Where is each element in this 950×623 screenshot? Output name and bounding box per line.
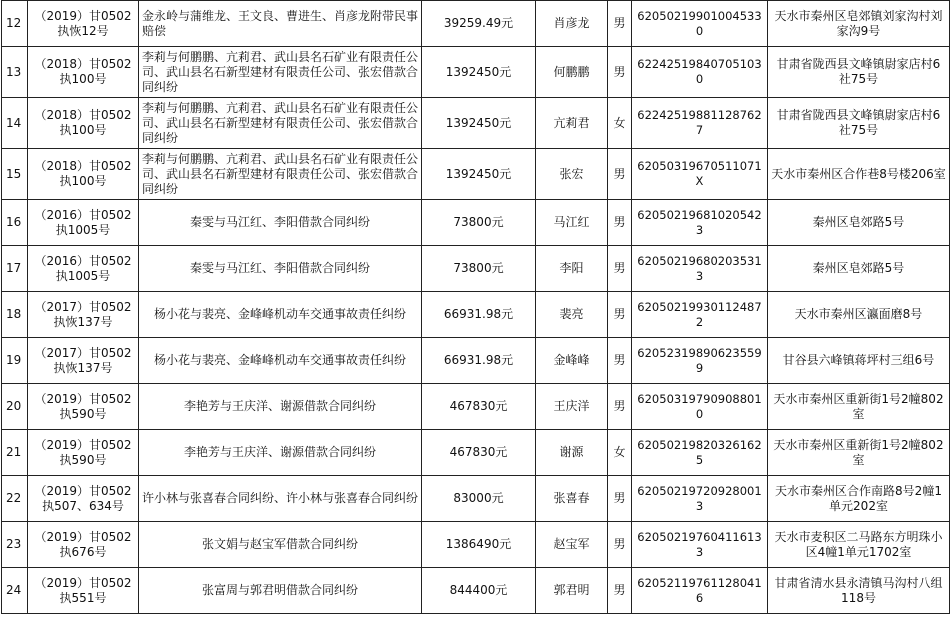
address: 天水市秦州区合作巷8号楼206室 <box>768 149 950 200</box>
case-cause: 李莉与何鹏鹏、亢莉君、武山县名石矿业有限责任公司、武山县名石新型建材有限责任公司、张宏借款合同纠纷 <box>139 149 422 200</box>
amount: 1386490元 <box>422 522 536 568</box>
address: 天水市秦州区重新街1号2幢802室 <box>768 384 950 430</box>
case-number: （2016）甘0502执1005号 <box>28 200 139 246</box>
person-name: 金峰峰 <box>536 338 608 384</box>
case-number: （2019）甘0502执551号 <box>28 568 139 614</box>
row-number: 22 <box>2 476 28 522</box>
person-name: 谢源 <box>536 430 608 476</box>
row-number: 16 <box>2 200 28 246</box>
person-name: 李阳 <box>536 246 608 292</box>
case-number: （2018）甘0502执100号 <box>28 149 139 200</box>
table-row <box>2 1 950 47</box>
person-name: 马江红 <box>536 200 608 246</box>
table-row <box>2 246 950 292</box>
gender: 男 <box>608 246 632 292</box>
amount: 1392450元 <box>422 149 536 200</box>
person-name: 何鹏鹏 <box>536 47 608 98</box>
table-row <box>2 430 950 476</box>
table-row <box>2 149 950 200</box>
row-number: 17 <box>2 246 28 292</box>
id-number: 620502196810205423 <box>632 200 768 246</box>
case-number: （2019）甘0502执507、634号 <box>28 476 139 522</box>
person-name: 郭君明 <box>536 568 608 614</box>
case-number: （2016）甘0502执1005号 <box>28 246 139 292</box>
case-cause: 李莉与何鹏鹏、亢莉君、武山县名石矿业有限责任公司、武山县名石新型建材有限责任公司、张宏借款合同纠纷 <box>139 47 422 98</box>
gender: 男 <box>608 292 632 338</box>
case-cause: 秦雯与马江红、李阳借款合同纠纷 <box>139 246 422 292</box>
row-number: 12 <box>2 1 28 47</box>
row-number: 21 <box>2 430 28 476</box>
row-number: 15 <box>2 149 28 200</box>
table-row <box>2 200 950 246</box>
case-number: （2018）甘0502执100号 <box>28 98 139 149</box>
id-number: 622425198811287627 <box>632 98 768 149</box>
address: 甘肃省陇西县文峰镇尉家店村6社75号 <box>768 98 950 149</box>
table-row <box>2 522 950 568</box>
address: 甘肃省清水县永清镇马沟村八组118号 <box>768 568 950 614</box>
amount: 73800元 <box>422 246 536 292</box>
row-number: 14 <box>2 98 28 149</box>
person-name: 王庆洋 <box>536 384 608 430</box>
address: 秦州区皂郊路5号 <box>768 246 950 292</box>
person-name: 裴亮 <box>536 292 608 338</box>
id-number: 620502199301124872 <box>632 292 768 338</box>
debtor-table-body <box>2 1 950 614</box>
row-number: 23 <box>2 522 28 568</box>
row-number: 19 <box>2 338 28 384</box>
amount: 1392450元 <box>422 98 536 149</box>
id-number: 620502197209280013 <box>632 476 768 522</box>
gender: 男 <box>608 338 632 384</box>
amount: 39259.49元 <box>422 1 536 47</box>
id-number: 620523198906235599 <box>632 338 768 384</box>
case-cause: 杨小花与裴亮、金峰峰机动车交通事故责任纠纷 <box>139 338 422 384</box>
id-number: 62050319670511071X <box>632 149 768 200</box>
id-number: 620502196802035313 <box>632 246 768 292</box>
case-cause: 许小林与张喜春合同纠纷、许小林与张喜春合同纠纷 <box>139 476 422 522</box>
table-row <box>2 476 950 522</box>
case-cause: 李艳芳与王庆洋、谢源借款合同纠纷 <box>139 430 422 476</box>
table-row <box>2 568 950 614</box>
case-cause: 李莉与何鹏鹏、亢莉君、武山县名石矿业有限责任公司、武山县名石新型建材有限责任公司、张宏借款合同纠纷 <box>139 98 422 149</box>
address: 天水市秦州区合作南路8号2幢1单元202室 <box>768 476 950 522</box>
case-number: （2018）甘0502执100号 <box>28 47 139 98</box>
id-number: 620502197604116133 <box>632 522 768 568</box>
id-number: 620521197611280416 <box>632 568 768 614</box>
case-cause: 秦雯与马江红、李阳借款合同纠纷 <box>139 200 422 246</box>
case-number: （2019）甘0502执676号 <box>28 522 139 568</box>
case-cause: 金永岭与蒲维龙、王文良、曹进生、肖彦龙附带民事赔偿 <box>139 1 422 47</box>
address: 天水市秦州区皂郊镇刘家沟村刘家沟9号 <box>768 1 950 47</box>
table-row <box>2 47 950 98</box>
gender: 女 <box>608 98 632 149</box>
case-cause: 李艳芳与王庆洋、谢源借款合同纠纷 <box>139 384 422 430</box>
person-name: 张喜春 <box>536 476 608 522</box>
case-number: （2017）甘0502执恢137号 <box>28 338 139 384</box>
id-number: 620502199010045330 <box>632 1 768 47</box>
case-cause: 杨小花与裴亮、金峰峰机动车交通事故责任纠纷 <box>139 292 422 338</box>
gender: 男 <box>608 149 632 200</box>
case-number: （2019）甘0502执590号 <box>28 430 139 476</box>
person-name: 赵宝军 <box>536 522 608 568</box>
address: 天水市秦州区瀛面磨8号 <box>768 292 950 338</box>
gender: 男 <box>608 1 632 47</box>
case-number: （2017）甘0502执恢137号 <box>28 292 139 338</box>
amount: 83000元 <box>422 476 536 522</box>
case-cause: 张文娟与赵宝军借款合同纠纷 <box>139 522 422 568</box>
id-number: 620503197909088010 <box>632 384 768 430</box>
row-number: 13 <box>2 47 28 98</box>
address: 天水市秦州区重新街1号2幢802室 <box>768 430 950 476</box>
case-number: （2019）甘0502执590号 <box>28 384 139 430</box>
gender: 男 <box>608 476 632 522</box>
address: 天水市麦积区二马路东方明珠小区4幢1单元1702室 <box>768 522 950 568</box>
amount: 467830元 <box>422 384 536 430</box>
table-row <box>2 338 950 384</box>
id-number: 620502198203261625 <box>632 430 768 476</box>
address: 甘肃省陇西县文峰镇尉家店村6社75号 <box>768 47 950 98</box>
amount: 844400元 <box>422 568 536 614</box>
case-number: （2019）甘0502执恢12号 <box>28 1 139 47</box>
gender: 男 <box>608 47 632 98</box>
table-row <box>2 292 950 338</box>
person-name: 张宏 <box>536 149 608 200</box>
gender: 女 <box>608 430 632 476</box>
table-row <box>2 98 950 149</box>
gender: 男 <box>608 522 632 568</box>
person-name: 亢莉君 <box>536 98 608 149</box>
table-row <box>2 384 950 430</box>
case-cause: 张富周与郭君明借款合同纠纷 <box>139 568 422 614</box>
amount: 1392450元 <box>422 47 536 98</box>
row-number: 24 <box>2 568 28 614</box>
amount: 73800元 <box>422 200 536 246</box>
person-name: 肖彦龙 <box>536 1 608 47</box>
address: 秦州区皂郊路5号 <box>768 200 950 246</box>
row-number: 20 <box>2 384 28 430</box>
debtor-table <box>1 0 950 614</box>
gender: 男 <box>608 200 632 246</box>
row-number: 18 <box>2 292 28 338</box>
gender: 男 <box>608 384 632 430</box>
amount: 66931.98元 <box>422 292 536 338</box>
id-number: 622425198407051030 <box>632 47 768 98</box>
amount: 467830元 <box>422 430 536 476</box>
gender: 男 <box>608 568 632 614</box>
amount: 66931.98元 <box>422 338 536 384</box>
address: 甘谷县六峰镇蒋坪村三组6号 <box>768 338 950 384</box>
